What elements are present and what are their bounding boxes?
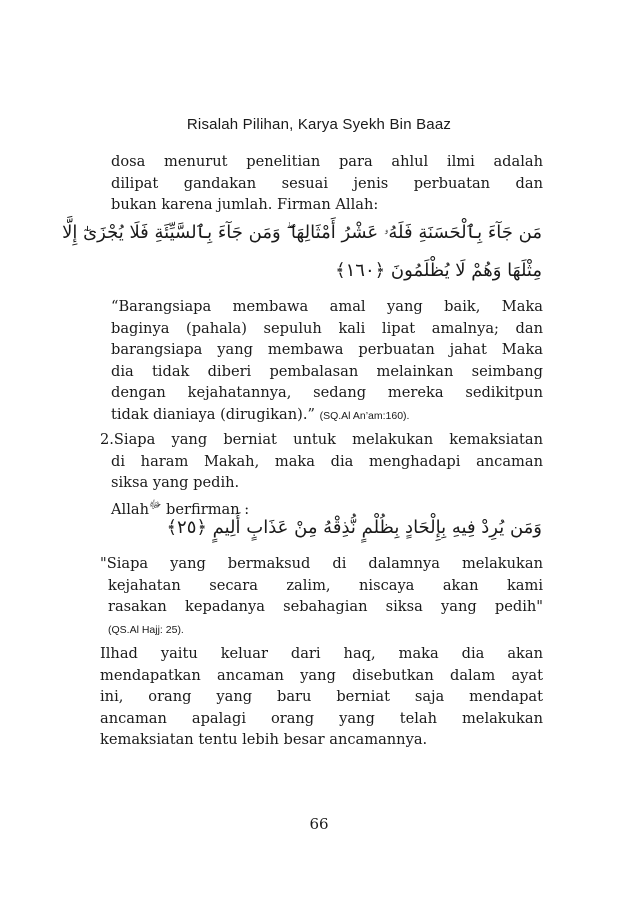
- text-line: ini, orang yang baru berniat saja mendapat: [100, 688, 543, 705]
- text-line: kemaksiatan tentu lebih besar ancamannya.: [100, 731, 428, 748]
- arabic-verse-line: مِثْلَهَا وَهُمْ لَا يُظْلَمُونَ ﴿١٦٠﴾: [335, 260, 542, 281]
- text-line: barangsiapa yang membawa perbuatan jahat Maka: [111, 341, 543, 358]
- text-line: “Barangsiapa membawa amal yang baik, Maka: [111, 298, 543, 315]
- text-line: dilipat gandakan sesuai jenis perbuatan dan: [111, 174, 543, 192]
- text-line: [100, 618, 543, 642]
- text-fragment: tidak dianiaya (dirugikan).”: [111, 405, 315, 423]
- paragraph-conclusion: [100, 643, 543, 751]
- text-line: dosa menurut penelitian para ahlul ilmi adalah: [111, 153, 543, 170]
- arabic-verse-line: وَمَن يُرِدْ فِيهِ بِإِلْحَادٍ بِظُلْمٍ نُّذِقْهُ مِنْ عَذَابٍ أَلِيمٍ ﴿٢٥﴾: [166, 517, 542, 538]
- page-number: 66: [309, 815, 329, 833]
- text-line: rasakan kepadanya sebahagian siksa yang pedih": [108, 598, 543, 615]
- text-line: Ilhad yaitu keluar dari haq, maka dia akan: [100, 645, 543, 662]
- text-line: siksa yang pedih.: [111, 474, 240, 491]
- text-line: 2.Siapa yang berniat untuk melakukan kemaksiatan: [100, 431, 543, 448]
- verse-translation: [111, 296, 543, 427]
- text-line: baginya (pahala) sepuluh kali lipat amalnya; dan: [111, 319, 543, 337]
- text-line: mendapatkan ancaman yang disebutkan dalam ayat: [100, 666, 543, 684]
- text-line: "Siapa yang bermaksud di dalamnya melakukan: [100, 555, 543, 572]
- verse-translation: [100, 553, 543, 641]
- verse-reference: (QS.Al Hajj: 25).: [108, 623, 184, 636]
- running-head: Risalah Pilihan, Karya Syekh Bin Baaz: [186, 116, 452, 133]
- numbered-point: [100, 429, 543, 520]
- verse-reference: (SQ.Al An’am:160).: [319, 409, 410, 422]
- text-line: [111, 404, 543, 428]
- text-line: bukan karena jumlah. Firman Allah:: [111, 196, 379, 213]
- paragraph-intro: [111, 151, 543, 216]
- text-line: ancaman apalagi orang yang telah melakukan: [100, 709, 543, 727]
- text-line: dengan kejahatannya, sedang mereka sedikitpun: [111, 384, 543, 401]
- honorific-symbol: ﷻ: [148, 497, 162, 511]
- text-fragment: Allah: [111, 500, 149, 518]
- arabic-verse-line: مَن جَآءَ بِٱلْحَسَنَةِ فَلَهُۥ عَشْرُ أَمْثَالِهَا ۖ وَمَن جَآءَ بِٱلسَّيِّئَةِ فَلَا يُجْزَىٰٓ إِلَّا: [62, 222, 542, 243]
- text-fragment: berfirman :: [161, 500, 250, 518]
- text-line: kejahatan secara zalim, niscaya akan kami: [108, 576, 543, 594]
- text-line: dia tidak diberi pembalasan melainkan seimbang: [111, 362, 543, 380]
- text-line: di haram Makah, maka dia menghadapi ancaman: [111, 452, 543, 470]
